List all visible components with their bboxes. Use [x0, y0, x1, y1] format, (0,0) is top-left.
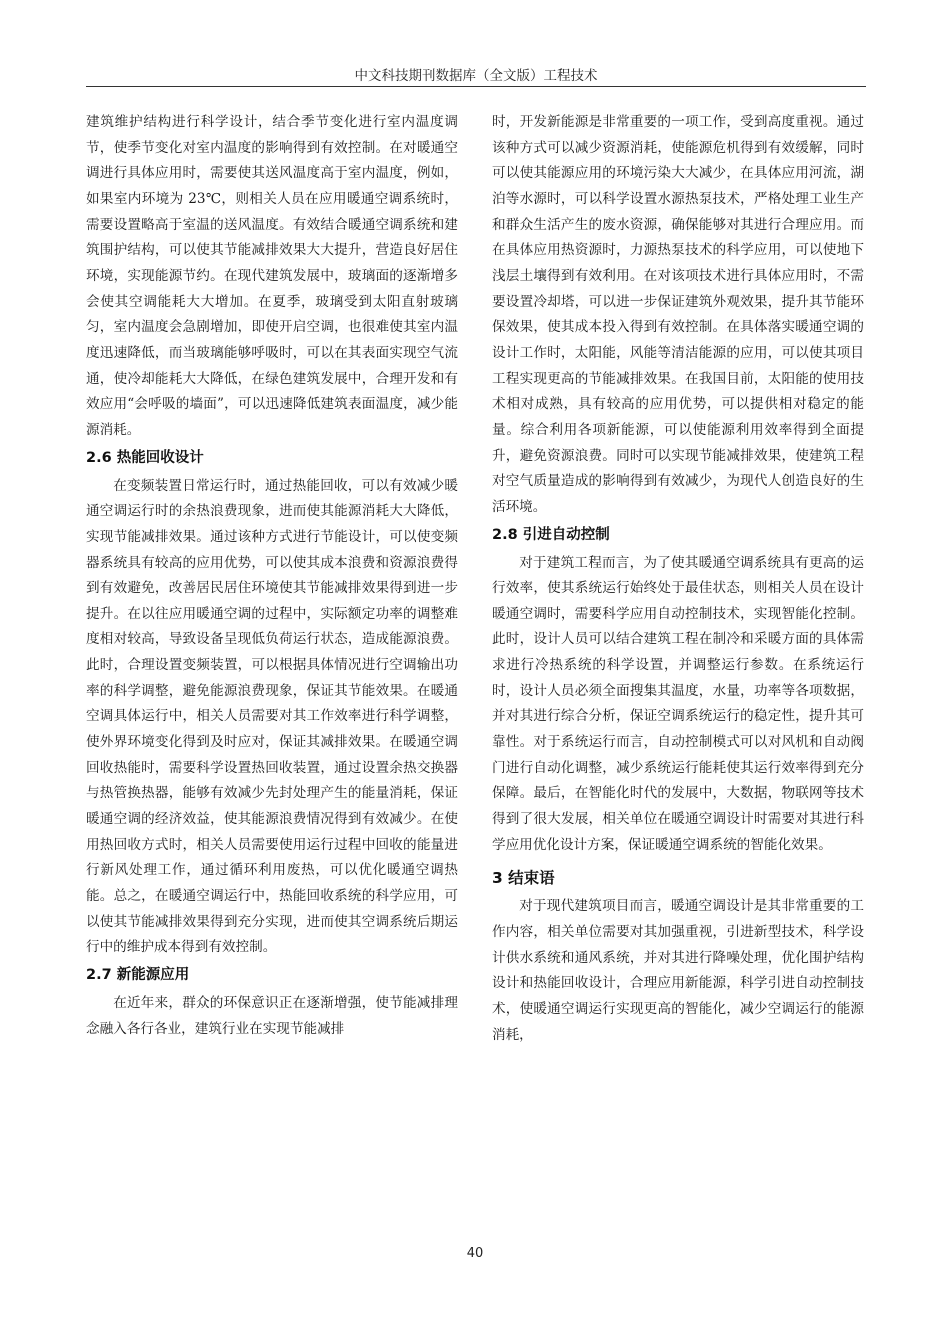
journal-header-title: 中文科技期刊数据库（全文版）工程技术: [354, 68, 598, 84]
paragraph-continued-right: 时，开发新能源是非常重要的一项工作，受到高度重视。通过该种方式可以减少资源消耗，使能源危机得到有效缓解，同时可以使其能源应用的环境污染大大减少，在具体应用河流，湖泊等水源时，可以科学设置水源热泵技术，严格处理工业生产和群众生活产生的废水资源，确保能够对其进行合理应用。而在具体应用热资源时，力源热泵技术的科学应用，可以使地下浅层土壤得到有效利用。在对该项技术进行具体应用时，不需要设置冷却塔，可以进一步保证建筑外观效果，提升其节能环保效果，使其成本投入得到有效控制。在具体落实暖通空调的设计工作时，太阳能，风能等清洁能源的应用，可以使其项目工程实现更高的节能减排效果。在我国目前，太阳能的使用技术相对成熟，具有较高的应用优势，可以提供相对稳定的能量。综合利用各项新能源，可以使能源利用效率得到全面提升，避免资源浪费。同时可以实现节能减排效果，使建筑工程对空气质量造成的影响得到有效减少，为现代人创造良好的生活环境。: [492, 114, 864, 515]
section-heading-2-6: 2.6 热能回收设计: [86, 449, 204, 466]
paragraph-section-2-7: 在近年来，群众的环保意识正在逐渐增强，使节能减排理念融入各行各业，建筑行业在实现节能减排: [86, 995, 458, 1037]
header-divider: [86, 86, 866, 87]
paragraph-section-2-6: 在变频装置日常运行时，通过热能回收，可以有效减少暖通空调运行时的余热浪费现象，进而使其能源消耗大大降低，实现节能减排效果。通过该种方式进行节能设计，可以使变频器系统具有较高的应用优势，可以使其成本浪费和资源浪费得到有效避免，改善居民居住环境使其节能减排效果得到进一步提升。在以往应用暖通空调的过程中，实际额定功率的调整难度相对较高，导致设备呈现低负荷运行状态，造成能源浪费。此时，合理设置变频装置，可以根据具体情况进行空调输出功率的科学调整，避免能源浪费现象，保证其节能效果。在暖通空调具体运行中，相关人员需要对其工作效率进行科学调整，使外界环境变化得到及时应对，保证其减排效果。在暖通空调回收热能时，需要科学设置热回收装置，通过设置余热交换器与热管换热器，能够有效减少先封处理产生的能量消耗，保证暖通空调的经济效益，使其能源浪费情况得到有效减少。在使用热回收方式时，相关人员需要使用运行过程中回收的能量进行新风处理工作，通过循环利用废热，可以优化暖通空调热能。总之，在暖通空调运行中，热能回收系统的科学应用，可以使其节能减排效果得到充分实现，进而使其空调系统后期运行中的维护成本得到有效控制。: [86, 477, 458, 956]
section-heading-2-7: 2.7 新能源应用: [86, 967, 190, 983]
right-column: [492, 110, 864, 1048]
paragraph-continued: 建筑维护结构进行科学设计，结合季节变化进行室内温度调节，使季节变化对室内温度的影响得到有效控制。在对暖通空调进行具体应用时，需要使其送风温度高于室内温度，例如，如果室内环境为 23℃，则相关人员在应用暖通空调系统时，需要设置略高于室温的送风温度。有效结合暖通空调系统和建筑围护结构，可以使其节能减排效果大大提升，营造良好居住环境，实现能源节约。在现代建筑发展中，玻璃面的逐渐增多会使其空调能耗大大增加。在夏季，玻璃受到太阳直射玻璃匀，室内温度会急剧增加，即使开启空调，也很难使其室内温度迅速降低，而当玻璃能够呼吸时，可以在其表面实现空气流通，使冷却能耗大大降低，在绿色建筑发展中，合理开发和有效应用“会呼吸的墙面”，可以迅速降低建筑表面温度，减少能源消耗。: [86, 114, 458, 438]
paragraph-section-2-8: 对于建筑工程而言，为了使其暖通空调系统具有更高的运行效率，使其系统运行始终处于最佳状态，则相关人员在设计暖通空调时，需要科学应用自动控制技术，实现智能化控制。此时，设计人员可以结合建筑工程在制冷和采暖方面的具体需求进行冷热系统的科学设置，并调整运行参数。在系统运行时，设计人员必须全面搜集其温度，水量，功率等各项数据，并对其进行综合分析，保证空调系统运行的稳定性，提升其可靠性。对于系统运行而言，自动控制模式可以对风机和自动阀门进行自动化调整，减少系统运行能耗使其运行效率得到充分保障。最后，在智能化时代的发展中，大数据，物联网等技术得到了很大发展，相关单位在暖通空调设计时需要对其进行科学应用优化设计方案，保证暖通空调系统的智能化效果。: [492, 554, 864, 853]
paragraph-section-3: 对于现代建筑项目而言，暖通空调设计是其非常重要的工作内容，相关单位需要对其加强重视，引进新型技术，科学设计供水系统和通风系统，并对其进行降噪处理，优化围护结构设计和热能回收设计，合理应用新能源，科学引进自动控制技术，使暖通空调运行实现更高的智能化，减少空调运行的能源消耗，: [492, 898, 864, 1043]
section-heading-2-8: 2.8 引进自动控制: [492, 526, 610, 543]
page-number: 40: [466, 1246, 484, 1261]
left-column: [86, 110, 458, 1042]
section-heading-3: 3 结束语: [492, 869, 555, 888]
